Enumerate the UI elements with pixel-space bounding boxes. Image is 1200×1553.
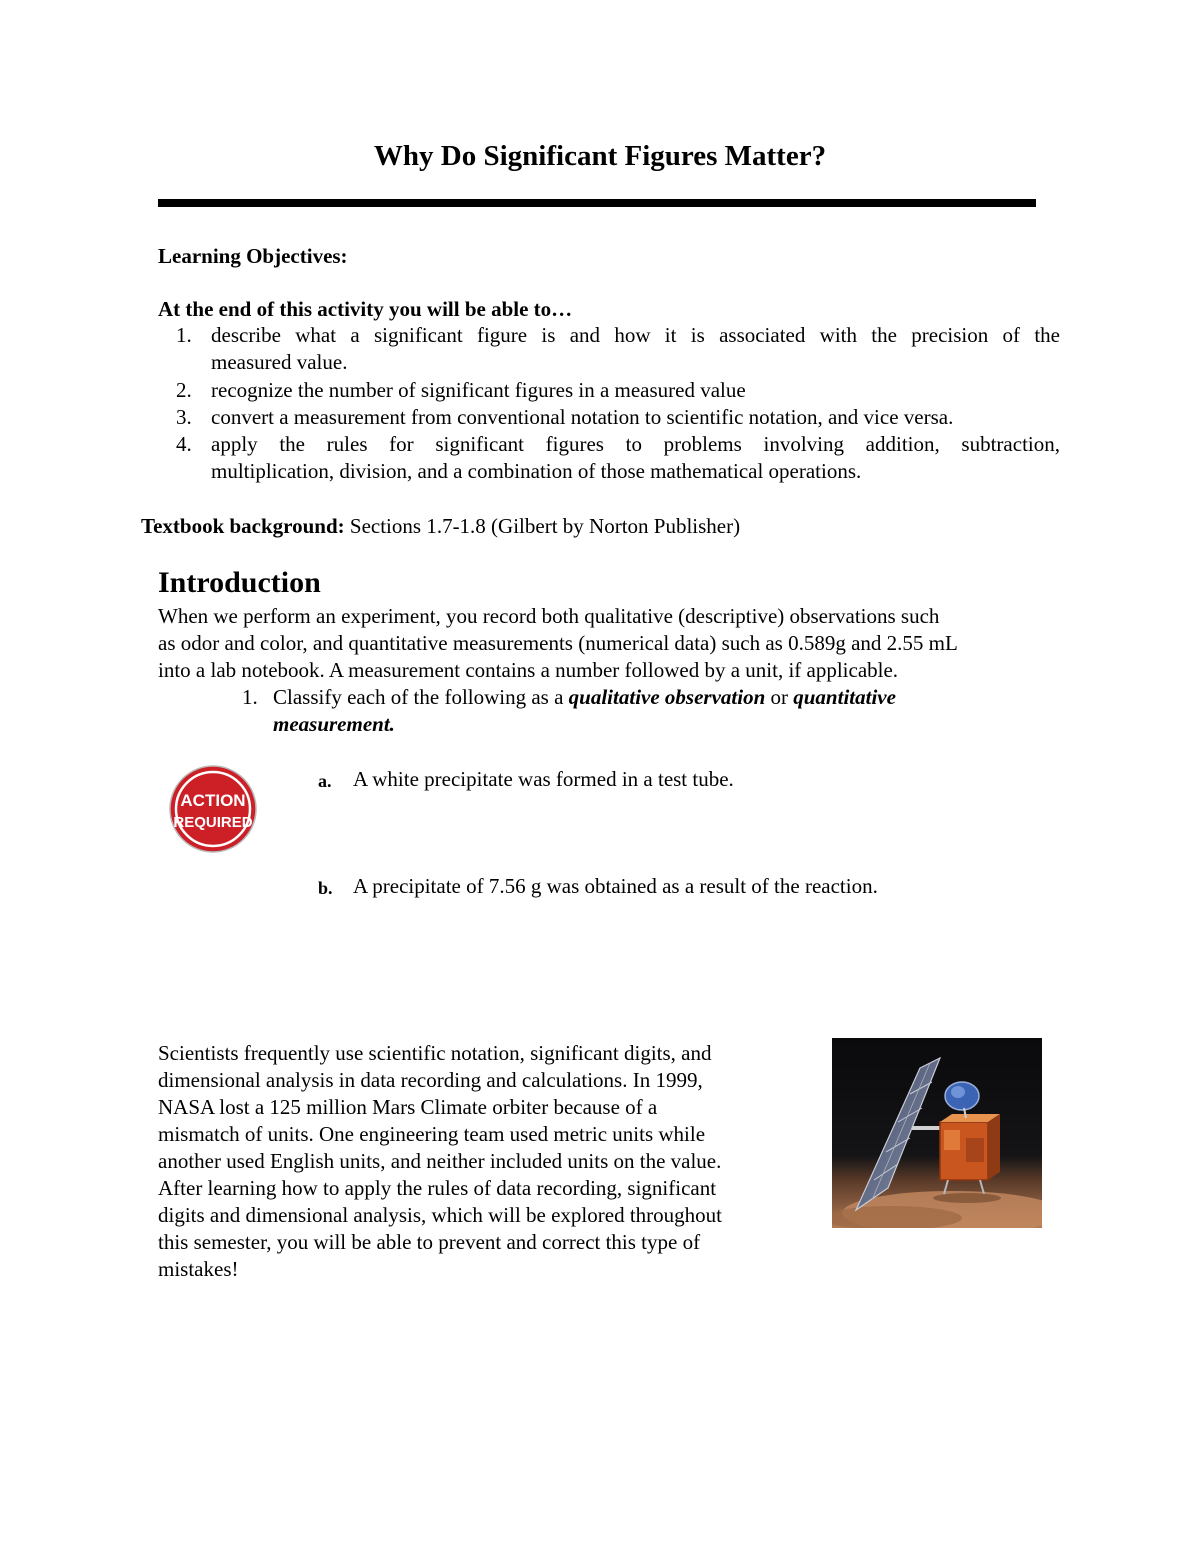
objective-text-continued: multiplication, division, and a combination of those mathematical operations. <box>211 459 862 483</box>
closing-line: dimensional analysis in data recording and calculations. In 1999, <box>158 1068 703 1092</box>
subitem-text: A precipitate of 7.56 g was obtained as a result of the reaction. <box>353 874 878 898</box>
subitem-a <box>318 766 734 793</box>
objectives-lead: At the end of this activity you will be able to… <box>158 297 573 321</box>
objective-number: 1. <box>176 323 192 347</box>
closing-line: mistakes! <box>158 1257 239 1281</box>
introduction-heading: Introduction <box>158 566 321 599</box>
action-required-badge-icon <box>168 764 258 854</box>
objective-number: 4. <box>176 432 192 456</box>
question-prefix: Classify each of the following as a <box>273 685 569 709</box>
objective-text-continued: measured value. <box>211 350 348 374</box>
closing-line: After learning how to apply the rules of data recording, significant <box>158 1176 717 1200</box>
introduction-paragraph <box>158 603 1058 684</box>
closing-line: this semester, you will be able to prevent and correct this type of <box>158 1230 701 1254</box>
title-divider <box>158 199 1036 207</box>
subitem-letter: b. <box>318 878 333 898</box>
badge-line-2: REQUIRED <box>173 814 253 831</box>
closing-paragraph <box>158 1040 818 1283</box>
textbook-label: Textbook background: <box>141 514 345 538</box>
objective-item <box>176 404 1060 431</box>
term-measurement: measurement. <box>273 712 395 736</box>
question-1 <box>242 684 1002 738</box>
term-quantitative: quantitative <box>793 685 896 709</box>
objective-text: apply the rules for significant figures to problems involving addition, subtraction, <box>211 432 1060 456</box>
introduction-line: into a lab notebook. A measurement contains a number followed by a unit, if applicable. <box>158 658 899 682</box>
objective-item <box>176 322 1060 376</box>
objective-number: 3. <box>176 405 192 429</box>
page-title: Why Do Significant Figures Matter? <box>373 140 827 172</box>
objective-item <box>176 431 1060 485</box>
badge-line-1: ACTION <box>180 791 246 810</box>
term-qualitative: qualitative observation <box>568 685 766 709</box>
closing-line: another used English units, and neither included units on the value. <box>158 1149 722 1173</box>
objective-item <box>176 377 1060 404</box>
introduction-line: When we perform an experiment, you record both qualitative (descriptive) observations such <box>158 604 940 628</box>
subitem-letter: a. <box>318 771 332 791</box>
objective-text: recognize the number of significant figures in a measured value <box>211 378 746 402</box>
objective-text: convert a measurement from conventional notation to scientific notation, and vice versa. <box>211 405 954 429</box>
question-number: 1. <box>242 685 258 709</box>
objective-number: 2. <box>176 378 192 402</box>
closing-line: mismatch of units. One engineering team used metric units while <box>158 1122 706 1146</box>
introduction-line: as odor and color, and quantitative measurements (numerical data) such as 0.589g and 2.55 mL <box>158 631 958 655</box>
objective-text: describe what a significant figure is and how it is associated with the precision of the <box>211 323 1060 347</box>
subitem-b <box>318 873 878 900</box>
objectives-heading: Learning Objectives: <box>158 244 348 268</box>
textbook-value: Sections 1.7-1.8 (Gilbert by Norton Publisher) <box>344 514 741 538</box>
subitem-text: A white precipitate was formed in a test tube. <box>353 767 734 791</box>
closing-line: NASA lost a 125 million Mars Climate orbiter because of a <box>158 1095 658 1119</box>
closing-line: Scientists frequently use scientific notation, significant digits, and <box>158 1041 712 1065</box>
mars-climate-orbiter-image <box>832 1038 1042 1228</box>
closing-line: digits and dimensional analysis, which will be explored throughout <box>158 1203 722 1227</box>
question-connector: or <box>765 685 794 709</box>
question-text <box>273 684 1002 738</box>
textbook-background <box>141 513 740 540</box>
